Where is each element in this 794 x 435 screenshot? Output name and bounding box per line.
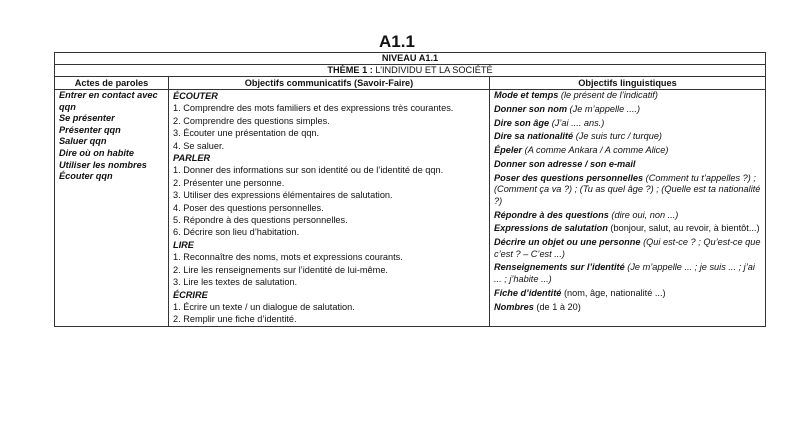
linguistic-objective-example: (bonjour, salut, au revoir, à bientôt...) <box>607 223 760 234</box>
linguistic-objective-label: Donner son nom <box>494 103 567 114</box>
skill-objective-item: 4. Se saluer. <box>173 140 225 151</box>
level-row <box>55 53 766 65</box>
skill-objective-item: 5. Répondre à des questions personnelles. <box>173 215 348 226</box>
linguistic-objective-example: (nom, âge, nationalité ...) <box>561 287 666 298</box>
column-header-linguistic: Objectifs linguistiques <box>490 77 766 90</box>
speech-act-item: Utiliser les nombres <box>59 159 147 170</box>
linguistic-objective-item <box>494 159 761 171</box>
column-header-row <box>55 77 766 90</box>
skill-objective-item: 2. Présenter une personne. <box>173 177 285 188</box>
theme-prefix: THÈME 1 : <box>327 65 373 75</box>
speech-act-item: Dire où on habite <box>59 147 135 158</box>
skill-objective-item: 1. Écrire un texte / un dialogue de salutation. <box>173 301 355 312</box>
speech-act-item: Se présenter <box>59 113 115 124</box>
curriculum-table <box>54 52 766 327</box>
linguistic-objective-example: (Je m’appelle ... ; je suis ... ; j’ai ... ; j’habite ...) <box>494 262 755 284</box>
linguistic-objective-label: Poser des questions personnelles <box>494 172 644 183</box>
linguistic-objective-item <box>494 90 761 102</box>
linguistic-objective-label: Répondre à des questions <box>494 209 609 220</box>
linguistic-objective-item <box>494 131 761 143</box>
level-cell: NIVEAU A1.1 <box>55 53 766 65</box>
linguistic-objective-example: (Je m’appelle ....) <box>567 103 641 114</box>
skill-objective-item: 2. Comprendre des questions simples. <box>173 115 330 126</box>
theme-cell <box>55 65 766 77</box>
linguistic-objective-label: Nombres <box>494 301 534 312</box>
communicative-objectives-cell <box>169 90 490 327</box>
skill-objective-item: 1. Comprendre des mots familiers et des expressions très courantes. <box>173 103 454 114</box>
skill-objective-item: 3. Utiliser des expressions élémentaires de salutation. <box>173 190 393 201</box>
linguistic-objective-example: (Qui est-ce ? ; Qu’est-ce que c’est ? – C’est ...) <box>494 237 761 259</box>
linguistic-objective-example: (de 1 à 20) <box>533 301 581 312</box>
linguistic-objective-label: Dire sa nationalité <box>494 131 574 142</box>
skill-heading: ÉCRIRE <box>173 289 208 300</box>
skill-heading: LIRE <box>173 239 194 250</box>
linguistic-objective-item <box>494 237 761 260</box>
linguistic-objective-label: Fiche d’identité <box>494 287 562 298</box>
linguistic-objective-item <box>494 302 761 314</box>
linguistic-objective-item <box>494 173 761 208</box>
skill-objective-item: 3. Écouter une présentation de qqn. <box>173 128 320 139</box>
speech-act-item: Entrer en contact avec qqn <box>59 90 158 112</box>
skill-objective-item: 2. Lire les renseignements sur l’identité de lui-même. <box>173 264 388 275</box>
theme-row <box>55 65 766 77</box>
column-header-communicative: Objectifs communicatifs (Savoir-Faire) <box>169 77 490 90</box>
skill-objective-item: 1. Donner des informations sur son identité ou de l’identité de qqn. <box>173 165 444 176</box>
linguistic-objective-label: Décrire un objet ou une personne <box>494 237 641 248</box>
linguistic-objective-label: Épeler <box>494 145 523 156</box>
theme-name: L’INDIVIDU ET LA SOCIÉTÉ <box>372 65 493 75</box>
linguistic-objectives-cell <box>490 90 766 327</box>
linguistic-objective-label: Donner son adresse / son e-mail <box>494 158 636 169</box>
linguistic-objective-label: Dire son âge <box>494 117 550 128</box>
skill-objective-item: 4. Poser des questions personnelles. <box>173 202 324 213</box>
linguistic-objective-item <box>494 288 761 300</box>
skill-heading: PARLER <box>173 153 211 164</box>
speech-acts-cell <box>55 90 169 327</box>
linguistic-objective-example: (J’ai .... ans.) <box>549 117 605 128</box>
content-row <box>55 90 766 327</box>
skill-objective-item: 6. Décrire son lieu d’habitation. <box>173 227 300 238</box>
speech-act-item: Présenter qqn <box>59 124 121 135</box>
document-title: A1.1 <box>379 32 415 51</box>
column-header-speech-acts: Actes de paroles <box>55 77 169 90</box>
skill-objective-item: 1. Reconnaître des noms, mots et expressions courants. <box>173 252 403 263</box>
speech-act-item: Écouter qqn <box>59 171 113 182</box>
linguistic-objective-item <box>494 262 761 285</box>
skill-objective-item: 3. Lire les textes de salutation. <box>173 277 298 288</box>
linguistic-objective-label: Renseignements sur l’identité <box>494 262 625 273</box>
skill-heading: ÉCOUTER <box>173 91 218 101</box>
linguistic-objective-example: (A comme Ankara / A comme Alice) <box>522 145 669 156</box>
linguistic-objective-item <box>494 223 761 235</box>
linguistic-objective-example: (dire oui, non ...) <box>608 209 679 220</box>
skill-objective-item: 2. Remplir une fiche d’identité. <box>173 314 297 325</box>
linguistic-objective-item <box>494 145 761 157</box>
linguistic-objective-example: (Comment tu t’appelles ?) ; (Comment ça va ?) ; (Tu as quel âge ?) ; (Quelle est ta nationalité ?) <box>494 172 761 206</box>
linguistic-objective-item <box>494 118 761 130</box>
linguistic-objective-example: (Je suis turc / turque) <box>573 131 662 142</box>
speech-act-item: Saluer qqn <box>59 136 107 147</box>
linguistic-objective-label: Expressions de salutation <box>494 223 608 234</box>
linguistic-objective-item <box>494 104 761 116</box>
linguistic-objective-label: Mode et temps <box>494 90 559 100</box>
linguistic-objective-item <box>494 210 761 222</box>
linguistic-objective-example: (le présent de l’indicatif) <box>558 90 658 100</box>
